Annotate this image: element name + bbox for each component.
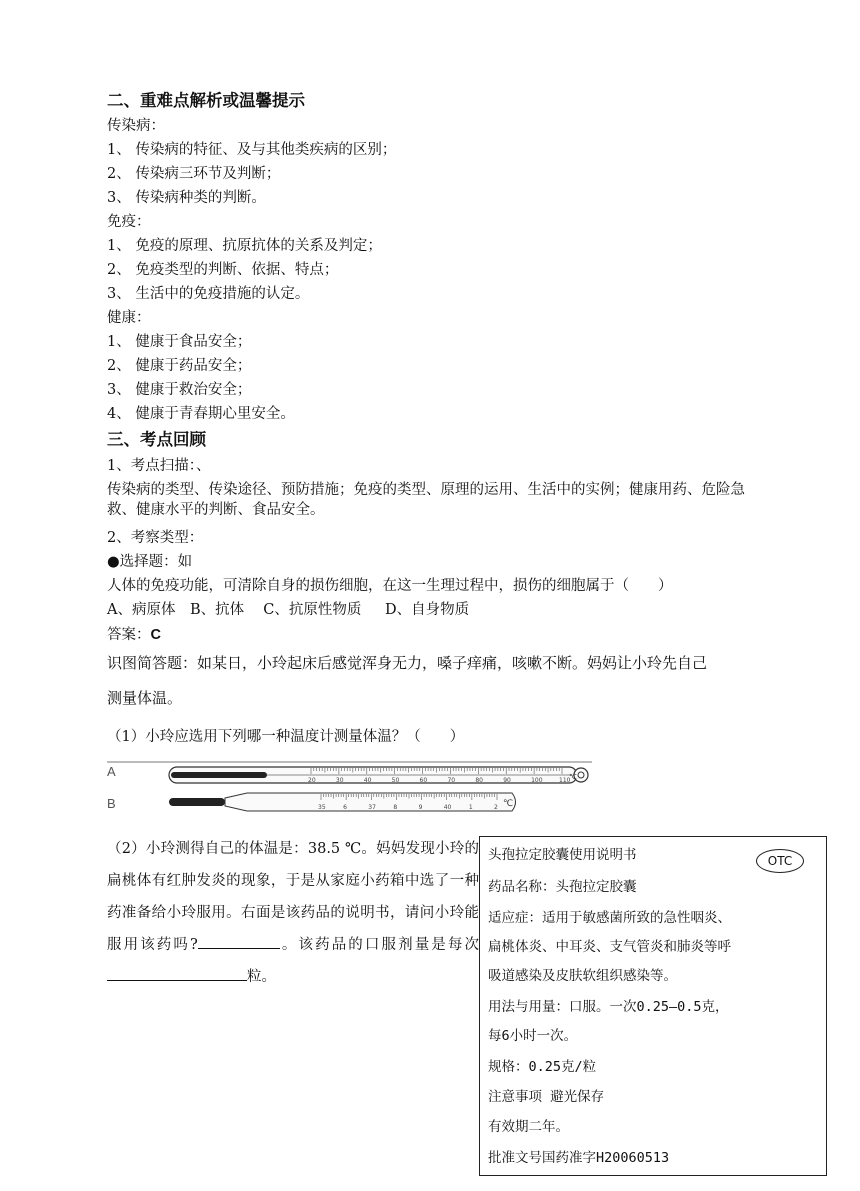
- infectious-label: 传染病：: [107, 118, 165, 134]
- thermometer-b-scale: ℃: [503, 799, 514, 809]
- answer-line: [107, 625, 161, 645]
- thermometer-b-tick-label: 9: [418, 804, 423, 811]
- thermometer-b-tick-label: 1: [468, 804, 473, 811]
- thermometer-a: [169, 767, 588, 784]
- thermometer-a-tick-label: 40: [363, 777, 372, 784]
- leaflet-line: 有效期二年。: [488, 1119, 569, 1135]
- immunity-item: 1、 免疫的原理、抗原抗体的关系及判定；: [107, 238, 382, 254]
- thermometer-b-tick-label: 35: [318, 804, 326, 811]
- thermometers-figure: [107, 760, 592, 820]
- immunity-item: 3、 生活中的免疫措施的认定。: [107, 286, 310, 302]
- answer-label: 答案：: [107, 627, 151, 643]
- infectious-item: 3、 传染病种类的判断。: [107, 190, 266, 206]
- question-1: （1）小玲应选用下列哪一种温度计测量体温？（ ）: [107, 729, 465, 745]
- type-label: 2、考察类型：: [107, 530, 204, 546]
- choice-label: ●选择题：如: [107, 554, 193, 570]
- thermometer-a-tick-label: 50: [391, 777, 400, 784]
- thermometer-drawing: [107, 760, 592, 820]
- health-item: 2、 健康于药品安全；: [107, 358, 252, 374]
- thermometer-a-tick-label: 70: [447, 777, 456, 784]
- figure-question-intro: 识图简答题：如某日，小玲起床后感觉浑身无力，嗓子痒痛，咳嗽不断。妈妈让小玲先自己: [107, 654, 708, 672]
- scan-label: 1、考点扫描：、: [107, 458, 211, 474]
- thermometer-b-tick-label: 6: [343, 804, 347, 811]
- infectious-item: 2、 传染病三环节及判断；: [107, 166, 281, 182]
- thermometer-b-tick-label: 37: [368, 804, 376, 811]
- thermometer-a-tick-label: 80: [475, 777, 483, 784]
- scan-text: 传染病的类型、传染途径、预防措施；免疫的类型、原理的运用、生活中的实例；健康用药、危险急救、健康水平的判断、食品安全。: [107, 482, 745, 518]
- thermometer-a-scale: ℃: [569, 773, 577, 781]
- section3-title: 三、考点回顾: [107, 430, 206, 449]
- thermometer-b-tick-label: 8: [393, 804, 398, 811]
- leaflet-line: 每6小时一次。: [488, 1028, 578, 1044]
- leaflet-line: 适应症：适用于敏感菌所致的急性咽炎、: [488, 910, 731, 926]
- thermometer-a-tick-label: 100: [531, 777, 543, 784]
- question-2-text-2: 。该药品的口服剂量是每次: [279, 937, 480, 953]
- leaflet-line: 吸道感染及皮肤软组织感染等。: [488, 968, 677, 984]
- thermometer-a-label: A: [107, 764, 116, 779]
- health-item: 4、 健康于青春期心里安全。: [107, 406, 295, 422]
- health-item: 3、 健康于救治安全；: [107, 382, 252, 398]
- answer-value: C: [150, 627, 161, 643]
- section2-title: 二、重难点解析或温馨提示: [107, 91, 305, 110]
- leaflet-line: 用法与用量：口服。一次0.25—0.5克，: [488, 999, 729, 1015]
- thermometer-a-tick-label: 90: [503, 777, 511, 784]
- thermometer-a-tick-label: 20: [308, 777, 316, 784]
- question-2-text: （2）小玲测得自己的体温是：38.5 ℃。妈妈发现小玲的扁桃体有红肿发炎的现象，于是从家庭小药箱中选了一种药准备给小玲服用。右面是该药品的说明书，请问小玲能服用该药吗: [107, 841, 479, 953]
- drug-leaflet: [479, 836, 827, 1176]
- leaflet-line: 药品名称：头孢拉定胶囊: [488, 879, 637, 895]
- leaflet-title: 头孢拉定胶囊使用说明书: [488, 847, 637, 863]
- question-2: [107, 833, 479, 993]
- thermometer-a-tick-label: 60: [419, 777, 428, 784]
- thermometer-b: [169, 793, 516, 811]
- otc-badge: OTC: [756, 849, 804, 873]
- answer-blank-1[interactable]: ?: [190, 937, 280, 953]
- thermometer-a-tick-label: 110: [559, 777, 571, 784]
- answer-blank-2[interactable]: [107, 969, 247, 985]
- question-2-text-3: 粒。: [247, 969, 276, 985]
- choice-question: 人体的免疫功能，可清除自身的损伤细胞，在这一生理过程中，损伤的细胞属于（ ）: [107, 578, 673, 594]
- leaflet-line: 规格：0.25克/粒: [488, 1059, 597, 1075]
- thermometer-b-label: B: [107, 796, 116, 811]
- immunity-label: 免疫：: [107, 214, 151, 230]
- immunity-item: 2、 免疫类型的判断、依据、特点；: [107, 262, 339, 278]
- thermometer-a-tick-label: 30: [335, 777, 344, 784]
- leaflet-line: 注意事项 避光保存: [488, 1089, 605, 1105]
- leaflet-line: 扁桃体炎、中耳炎、支气管炎和肺炎等呼: [488, 939, 731, 955]
- choice-options: A、病原体 B、抗体 C、抗原性物质 D、自身物质: [107, 602, 470, 618]
- infectious-item: 1、 传染病的特征、及与其他类疾病的区别；: [107, 142, 397, 158]
- figure-question-intro-cont: 测量体温。: [107, 689, 183, 707]
- leaflet-line: 批准文号国药准字H20060513: [488, 1150, 670, 1166]
- thermometer-b-tick-label: 2: [494, 804, 498, 811]
- health-label: 健康：: [107, 310, 151, 326]
- thermometer-b-tick-label: 40: [443, 804, 452, 811]
- health-item: 1、 健康于食品安全；: [107, 334, 252, 350]
